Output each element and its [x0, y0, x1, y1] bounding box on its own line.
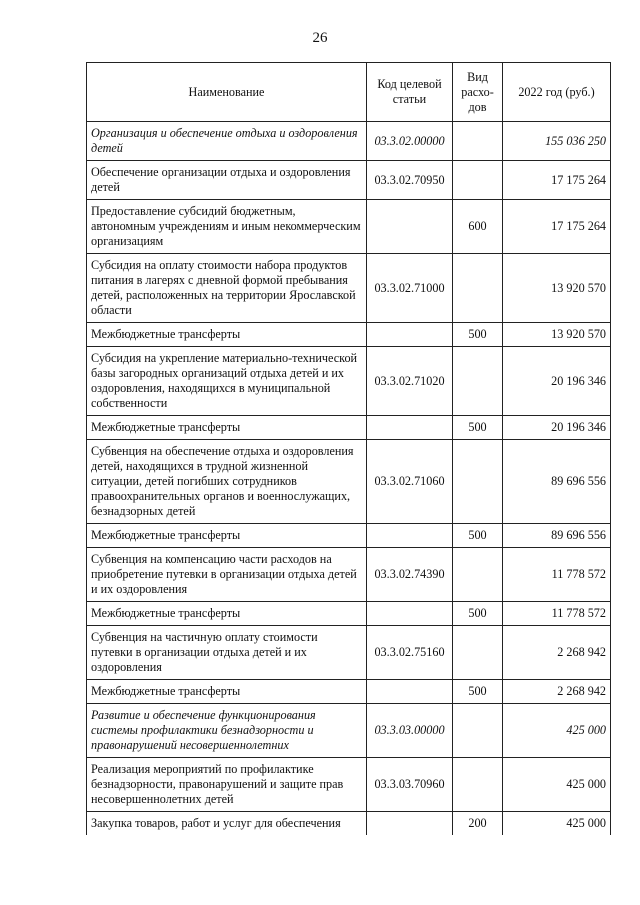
cell-name: Субвенция на обеспечение отдыха и оздоровления детей, находящихся в трудной жизненной ситуации, детей погибших сотрудников правоохранительных органов и военнослужащих, безнадзорных детей — [87, 440, 367, 524]
table-row — [87, 812, 611, 836]
cell-amount: 20 196 346 — [503, 347, 611, 416]
cell-kind: 500 — [453, 416, 503, 440]
cell-code — [367, 524, 453, 548]
cell-kind — [453, 758, 503, 812]
cell-name: Субвенция на частичную оплату стоимости путевки в организации отдыха детей и их оздоровления — [87, 626, 367, 680]
cell-kind — [453, 626, 503, 680]
cell-amount: 11 778 572 — [503, 602, 611, 626]
cell-amount: 2 268 942 — [503, 626, 611, 680]
cell-code: 03.3.03.00000 — [367, 704, 453, 758]
cell-name: Межбюджетные трансферты — [87, 323, 367, 347]
header-code: Код целевой статьи — [367, 63, 453, 122]
cell-kind — [453, 704, 503, 758]
cell-kind: 200 — [453, 812, 503, 836]
table-row — [87, 602, 611, 626]
cell-name: Реализация мероприятий по профилактике безнадзорности, правонарушений и защите прав несовершеннолетних детей — [87, 758, 367, 812]
cell-amount: 2 268 942 — [503, 680, 611, 704]
table-row — [87, 680, 611, 704]
cell-name: Обеспечение организации отдыха и оздоровления детей — [87, 161, 367, 200]
cell-kind: 500 — [453, 602, 503, 626]
cell-name: Предоставление субсидий бюджетным, автономным учреждениям и иным некоммерческим организациям — [87, 200, 367, 254]
table-row — [87, 440, 611, 524]
cell-name: Межбюджетные трансферты — [87, 602, 367, 626]
cell-name: Субсидия на укрепление материально-технической базы загородных организаций отдыха детей и их оздоровления, находящихся в муниципальной собственности — [87, 347, 367, 416]
cell-kind — [453, 347, 503, 416]
table-row — [87, 758, 611, 812]
cell-code: 03.3.02.74390 — [367, 548, 453, 602]
cell-code: 03.3.03.70960 — [367, 758, 453, 812]
table-row — [87, 416, 611, 440]
cell-code: 03.3.02.71020 — [367, 347, 453, 416]
table-row — [87, 122, 611, 161]
cell-code — [367, 200, 453, 254]
cell-name: Межбюджетные трансферты — [87, 680, 367, 704]
cell-amount: 425 000 — [503, 758, 611, 812]
table-row — [87, 161, 611, 200]
cell-amount: 11 778 572 — [503, 548, 611, 602]
cell-name: Субсидия на оплату стоимости набора продуктов питания в лагерях с дневной формой пребывания детей, расположенных на территории Ярославской области — [87, 254, 367, 323]
cell-code: 03.3.02.71000 — [367, 254, 453, 323]
header-kind: Вид расхо-дов — [453, 63, 503, 122]
cell-amount: 89 696 556 — [503, 440, 611, 524]
cell-amount: 89 696 556 — [503, 524, 611, 548]
cell-kind — [453, 122, 503, 161]
cell-code — [367, 812, 453, 836]
header-amount: 2022 год (руб.) — [503, 63, 611, 122]
table-row — [87, 524, 611, 548]
cell-kind: 500 — [453, 680, 503, 704]
table-header-row — [87, 63, 611, 122]
cell-amount: 425 000 — [503, 704, 611, 758]
cell-amount: 13 920 570 — [503, 254, 611, 323]
cell-code: 03.3.02.71060 — [367, 440, 453, 524]
cell-amount: 17 175 264 — [503, 200, 611, 254]
table-row — [87, 548, 611, 602]
table-row — [87, 347, 611, 416]
cell-code: 03.3.02.00000 — [367, 122, 453, 161]
cell-kind — [453, 161, 503, 200]
cell-kind — [453, 548, 503, 602]
budget-table — [86, 62, 611, 835]
cell-kind: 500 — [453, 323, 503, 347]
cell-kind: 500 — [453, 524, 503, 548]
header-name: Наименование — [87, 63, 367, 122]
table-body — [87, 122, 611, 836]
cell-kind: 600 — [453, 200, 503, 254]
cell-code — [367, 323, 453, 347]
cell-amount: 425 000 — [503, 812, 611, 836]
cell-name: Развитие и обеспечение функционирования системы профилактики безнадзорности и правонарушений несовершеннолетних — [87, 704, 367, 758]
cell-code — [367, 602, 453, 626]
cell-code — [367, 416, 453, 440]
table-row — [87, 704, 611, 758]
cell-name: Организация и обеспечение отдыха и оздоровления детей — [87, 122, 367, 161]
cell-name: Субвенция на компенсацию части расходов на приобретение путевки в организации отдыха детей и их оздоровления — [87, 548, 367, 602]
table-row — [87, 626, 611, 680]
cell-code — [367, 680, 453, 704]
cell-name: Закупка товаров, работ и услуг для обеспечения — [87, 812, 367, 836]
table-row — [87, 254, 611, 323]
cell-kind — [453, 440, 503, 524]
cell-amount: 20 196 346 — [503, 416, 611, 440]
cell-code: 03.3.02.75160 — [367, 626, 453, 680]
cell-amount: 17 175 264 — [503, 161, 611, 200]
table-row — [87, 200, 611, 254]
cell-name: Межбюджетные трансферты — [87, 416, 367, 440]
cell-name: Межбюджетные трансферты — [87, 524, 367, 548]
table-row — [87, 323, 611, 347]
cell-amount: 155 036 250 — [503, 122, 611, 161]
cell-amount: 13 920 570 — [503, 323, 611, 347]
cell-code: 03.3.02.70950 — [367, 161, 453, 200]
page-number: 26 — [312, 30, 328, 46]
cell-kind — [453, 254, 503, 323]
